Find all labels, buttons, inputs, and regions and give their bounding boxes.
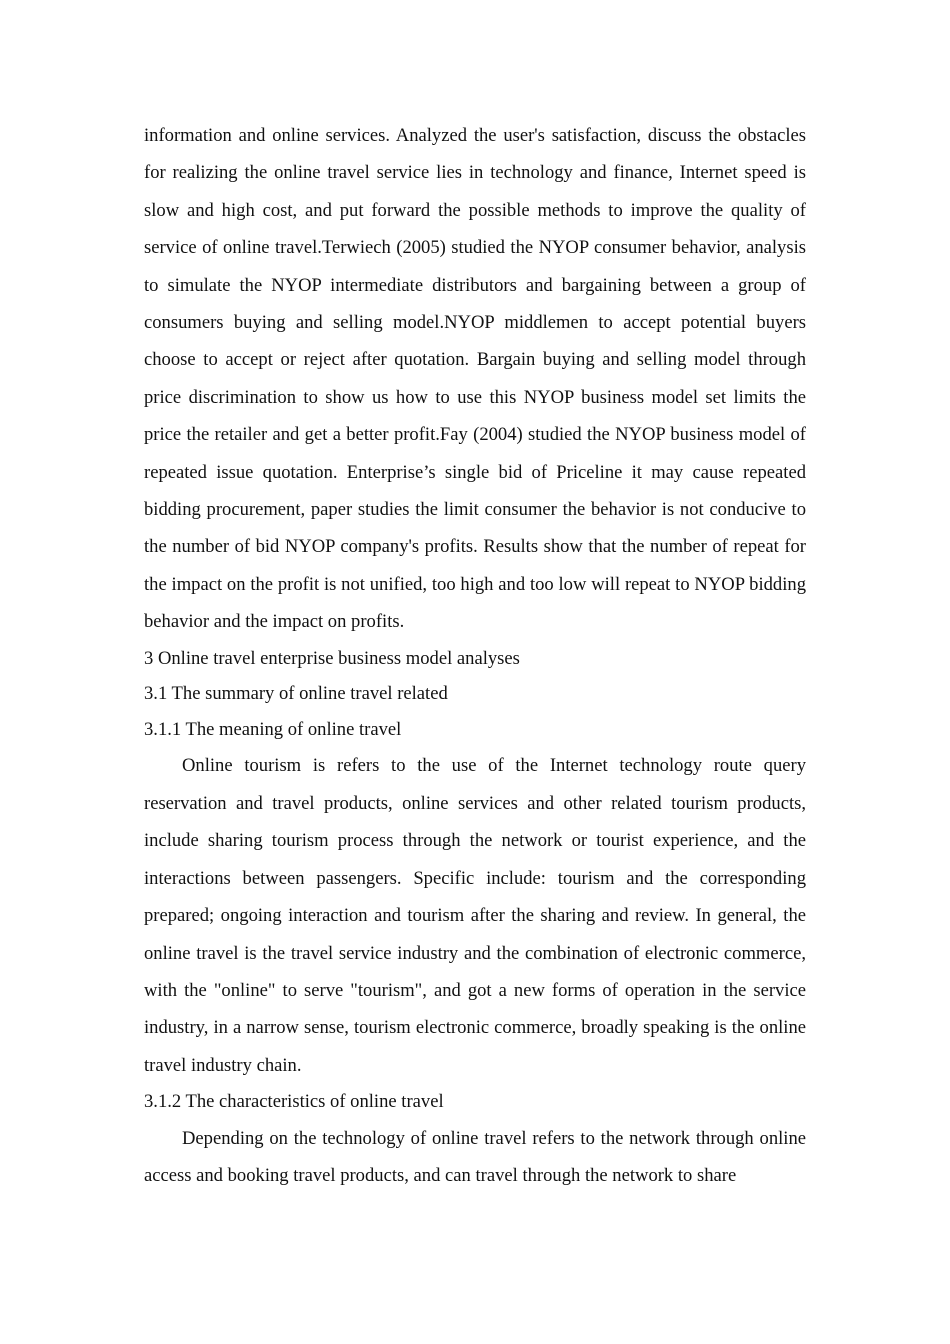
document-page [144,117,806,1195]
section-heading-3-1-2: 3.1.2 The characteristics of online travel [144,1091,444,1113]
section-heading-3-1: 3.1 The summary of online travel related [144,683,448,705]
body-paragraph-characteristics: Depending on the technology of online travel refers to the network through online access and booking travel products, and can travel through the network to share [144,1127,806,1187]
body-paragraph-intro: information and online services. Analyzed the user's satisfaction, discuss the obstacles for realizing the online travel service lies in technology and finance, Internet speed is slow and high cost, and put forward the possible methods to improve the quality of service of online travel.Terwiech (2005) studied the NYOP consumer behavior, analysis to simulate the NYOP intermediate distributors and bargaining between a group of consumers buying and selling model.NYOP middlemen to accept potential buyers choose to accept or reject after quotation. Bargain buying and selling model through price discrimination to show us how to use this NYOP business model set limits the price the retailer and get a better profit.Fay (2004) studied the NYOP business model of repeated issue quotation. Enterprise’s single bid of Priceline it may cause repeated bidding procurement, paper studies the limit consumer the behavior is not conducive to the number of bid NYOP company's profits. Results show that the number of repeat for the impact on the profit is not unified, too high and too low will repeat to NYOP bidding behavior and the impact on profits. [144,125,806,633]
section-heading-3-1-1: 3.1.1 The meaning of online travel [144,718,402,740]
body-paragraph-meaning: Online tourism is refers to the use of the Internet technology route query reservation and travel products, online services and other related tourism products, include sharing tourism process through the network or tourist experience, and the interactions between passengers. Specific include: tourism and the corresponding prepared; ongoing interaction and tourism after the sharing and review. In general, the online travel is the travel service industry and the combination of electronic commerce, with the "online" to serve "tourism", and got a new forms of operation in the service industry, in a narrow sense, tourism electronic commerce, broadly speaking is the online travel industry chain. [144,755,806,1076]
section-heading-3: 3 Online travel enterprise business model analyses [144,647,520,669]
